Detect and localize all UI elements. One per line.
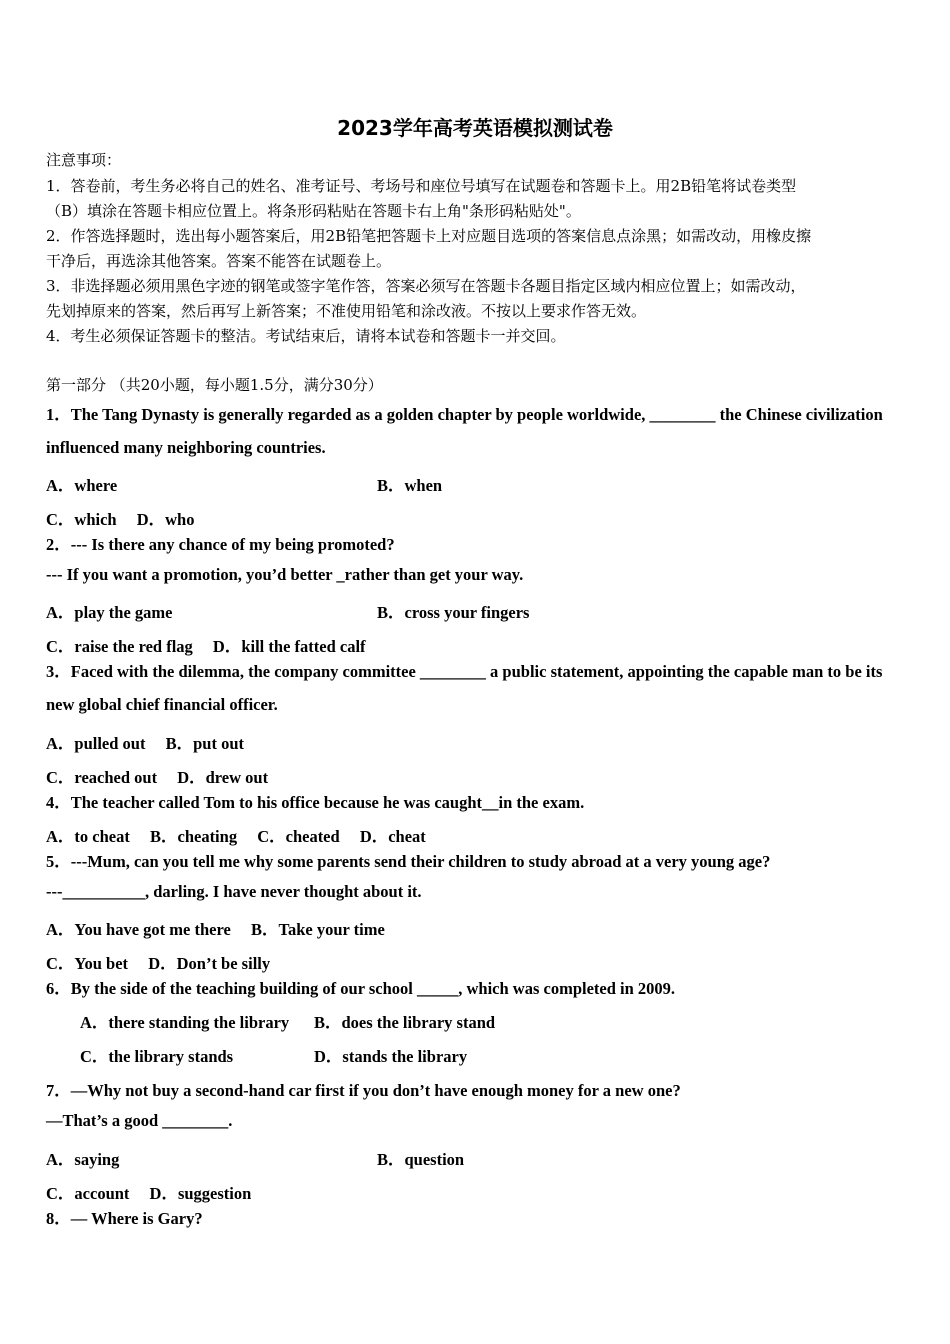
option-d[interactable]: D．suggestion bbox=[149, 1184, 252, 1203]
option-c[interactable]: C．which bbox=[46, 510, 117, 529]
notice-line: 2．作答选择题时，选出每小题答案后，用2B铅笔把答题卡上对应题目选项的答案信息点涂黑；如需改动，用橡皮擦 bbox=[46, 227, 812, 245]
question-2-options-row1 bbox=[46, 599, 906, 623]
option-b[interactable]: B．question bbox=[377, 1150, 465, 1169]
question-5-options-row2 bbox=[46, 950, 270, 974]
question-2-stem-cont: --- If you want a promotion, you’d better _rather than get your way. bbox=[46, 565, 524, 584]
option-a[interactable]: A．pulled out bbox=[46, 734, 146, 753]
question-5-stem: 5．---Mum, can you tell me why some parents send their children to study abroad at a very young age? bbox=[46, 852, 771, 871]
question-3-options-row1 bbox=[46, 730, 244, 754]
option-a[interactable]: A．You have got me there bbox=[46, 920, 231, 939]
option-b[interactable]: B．Take your time bbox=[250, 920, 385, 939]
option-b[interactable]: B．cheating bbox=[149, 827, 238, 846]
option-d[interactable]: D．who bbox=[136, 510, 195, 529]
page-title: 2023学年高考英语模拟测试卷 bbox=[337, 116, 613, 140]
notice-line: （B）填涂在答题卡相应位置上。将条形码粘贴在答题卡右上角"条形码粘贴处"。 bbox=[46, 202, 581, 220]
option-a[interactable]: A．there standing the library bbox=[80, 1013, 290, 1032]
question-5-options-row1 bbox=[46, 916, 385, 940]
option-c[interactable]: C．cheated bbox=[257, 827, 340, 846]
notice-line: 干净后，再选涂其他答案。答案不能答在试题卷上。 bbox=[46, 252, 392, 270]
question-8-stem: 8．— Where is Gary? bbox=[46, 1209, 203, 1228]
option-a[interactable]: A．to cheat bbox=[46, 827, 130, 846]
option-d[interactable]: D．Don’t be silly bbox=[148, 954, 271, 973]
option-d[interactable]: D．kill the fatted calf bbox=[212, 637, 366, 656]
notice-line: 3．非选择题必须用黑色字迹的钢笔或签字笔作答，答案必须写在答题卡各题目指定区域内相应位置上；如需改动， bbox=[46, 277, 806, 295]
question-4-options bbox=[46, 823, 426, 847]
question-3-options-row2 bbox=[46, 764, 268, 788]
question-1-stem: 1．The Tang Dynasty is generally regarded as a golden chapter by people worldwide, ________ the Chinese civilization bbox=[46, 405, 883, 424]
question-7-stem: 7．—Why not buy a second-hand car first if you don’t have enough money for a new one? bbox=[46, 1081, 681, 1100]
question-1-options-row1 bbox=[46, 472, 906, 496]
option-b[interactable]: B．when bbox=[377, 476, 443, 495]
question-2-stem: 2．--- Is there any chance of my being promoted? bbox=[46, 535, 395, 554]
option-d[interactable]: D．cheat bbox=[359, 827, 426, 846]
option-c[interactable]: C．You bet bbox=[46, 954, 129, 973]
question-7-stem-cont: —That’s a good ________. bbox=[46, 1111, 233, 1130]
question-7-options-row1 bbox=[46, 1146, 906, 1170]
option-b[interactable]: B．cross your fingers bbox=[377, 603, 530, 622]
option-d[interactable]: D．stands the library bbox=[314, 1047, 468, 1066]
notice-line: 1．答卷前，考生务必将自己的姓名、准考证号、考场号和座位号填写在试题卷和答题卡上。用2B铅笔将试卷类型 bbox=[46, 177, 797, 195]
option-b[interactable]: B．does the library stand bbox=[314, 1013, 496, 1032]
question-6-options-row2 bbox=[80, 1043, 680, 1067]
question-3-stem: 3．Faced with the dilemma, the company committee ________ a public statement, appointing the capable man to be its bbox=[46, 662, 883, 681]
section-heading: 第一部分 （共20小题，每小题1.5分，满分30分） bbox=[46, 376, 383, 394]
option-c[interactable]: C．reached out bbox=[46, 768, 158, 787]
option-c[interactable]: C．raise the red flag bbox=[46, 637, 193, 656]
question-5-stem-cont: ---__________, darling. I have never thought about it. bbox=[46, 882, 422, 901]
option-c[interactable]: C．account bbox=[46, 1184, 130, 1203]
notice-heading: 注意事项： bbox=[46, 151, 122, 169]
question-7-options-row2 bbox=[46, 1180, 251, 1204]
option-d[interactable]: D．drew out bbox=[177, 768, 269, 787]
notice-line: 4．考生必须保证答题卡的整洁。考试结束后，请将本试卷和答题卡一并交回。 bbox=[46, 327, 566, 345]
question-6-stem: 6．By the side of the teaching building of our school _____, which was completed in 2009. bbox=[46, 979, 676, 998]
option-a[interactable]: A．where bbox=[46, 476, 118, 495]
notice-line: 先划掉原来的答案，然后再写上新答案；不准使用铅笔和涂改液。不按以上要求作答无效。 bbox=[46, 302, 647, 320]
question-1-options-row2 bbox=[46, 506, 194, 530]
option-a[interactable]: A．play the game bbox=[46, 603, 173, 622]
option-a[interactable]: A．saying bbox=[46, 1150, 120, 1169]
option-b[interactable]: B．put out bbox=[165, 734, 245, 753]
option-c[interactable]: C．the library stands bbox=[80, 1047, 234, 1066]
question-3-stem-cont: new global chief financial officer. bbox=[46, 695, 278, 714]
question-1-stem-cont: influenced many neighboring countries. bbox=[46, 438, 326, 457]
question-4-stem: 4．The teacher called Tom to his office because he was caught__in the exam. bbox=[46, 793, 585, 812]
question-2-options-row2 bbox=[46, 633, 366, 657]
question-6-options-row1 bbox=[80, 1009, 680, 1033]
